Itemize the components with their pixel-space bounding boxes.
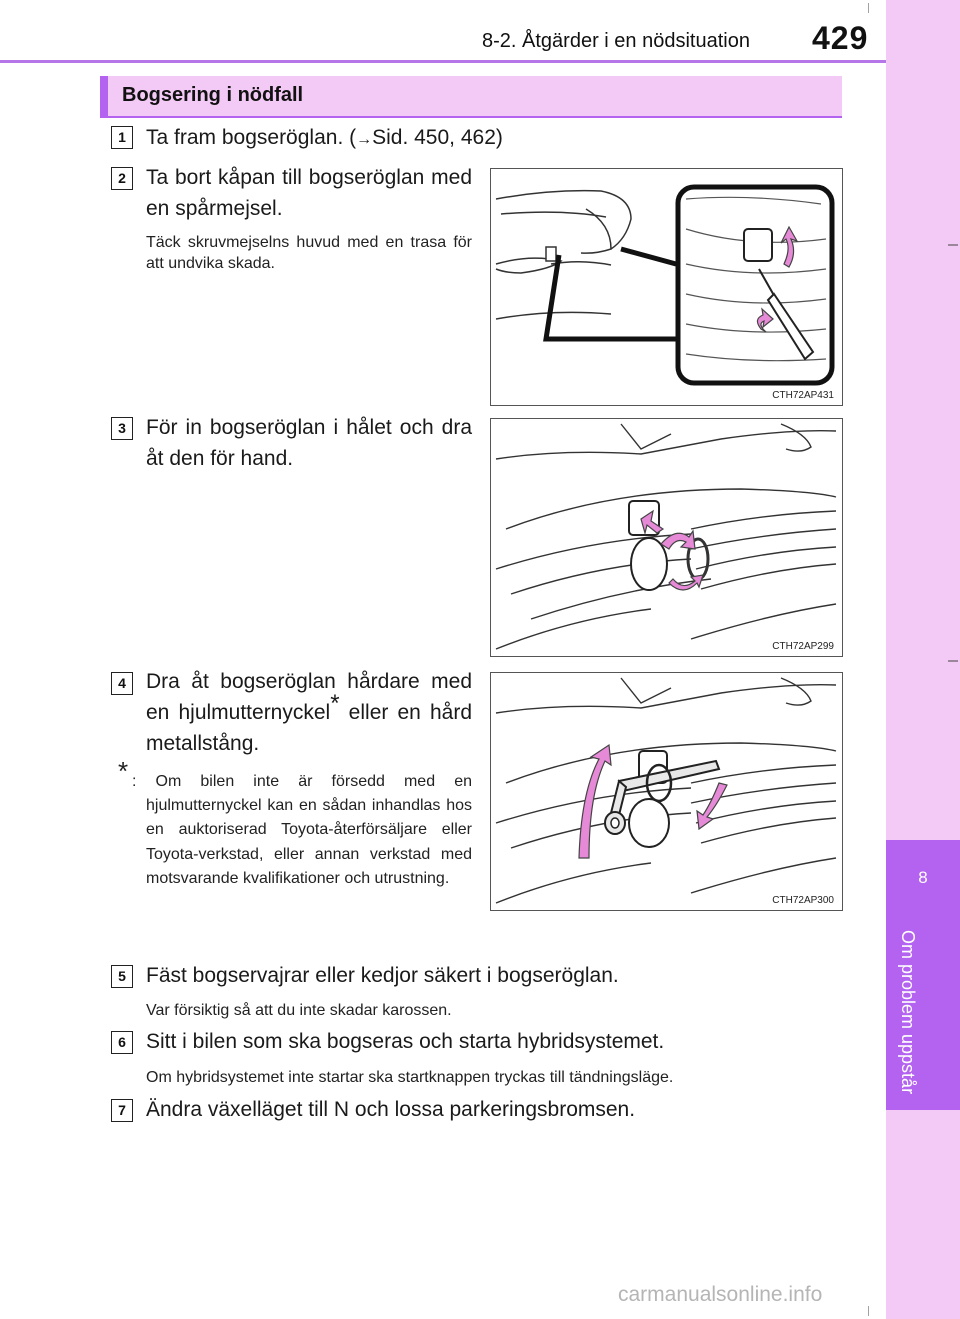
- step-number-1: 1: [111, 126, 133, 149]
- step-4-label-b: eller en hård metallstång.: [146, 701, 473, 755]
- step-4-text: [146, 666, 472, 759]
- step-2-note: Täck skruvmejselns huvud med en trasa för att undvika skada.: [146, 234, 472, 272]
- figure-code: CTH72AP300: [772, 895, 834, 906]
- header-divider: [0, 60, 886, 63]
- remove-cover-illustration: [491, 169, 843, 406]
- step-number-4: 4: [111, 672, 133, 695]
- section-title: Bogsering i nödfall: [122, 84, 304, 106]
- figure-remove-cover: [490, 168, 843, 406]
- section-underline: [100, 116, 842, 118]
- step-number-3: 3: [111, 417, 133, 440]
- header-section-title: 8-2. Åtgärder i en nödsituation: [482, 30, 750, 52]
- page-number: 429: [812, 20, 869, 56]
- step-6-note: Om hybridsystemet inte startar ska startknappen tryckas till tändningsläge.: [146, 1069, 674, 1086]
- step-number-2: 2: [111, 167, 133, 190]
- crop-mark: [868, 3, 878, 13]
- step-number-6: 6: [111, 1031, 133, 1054]
- step-1-label: Ta fram bogseröglan. (: [146, 126, 357, 149]
- step-6-text: Sitt i bilen som ska bogseras och starta hybridsystemet.: [146, 1030, 665, 1053]
- chapter-label: Om problem uppstår: [898, 930, 918, 1095]
- figure-code: CTH72AP299: [772, 641, 834, 652]
- step-number-5: 5: [111, 965, 133, 988]
- chapter-number: 8: [918, 868, 928, 887]
- watermark: carmanualsonline.info: [618, 1283, 823, 1306]
- step-number-7: 7: [111, 1099, 133, 1122]
- crop-mark: [948, 656, 958, 666]
- arrow-right-icon: →: [356, 131, 373, 148]
- step-2-text: Ta bort kåpan till bogseröglan med en spårmejsel.: [146, 166, 472, 220]
- tighten-eyelet-illustration: [491, 673, 843, 911]
- section-title-box: [100, 76, 842, 116]
- footnote-star: *: [118, 756, 129, 786]
- figure-insert-eyelet: [490, 418, 843, 657]
- step-1-text: [146, 122, 846, 155]
- step-5-text: Fäst bogservajrar eller kedjor säkert i bogseröglan.: [146, 964, 619, 987]
- figure-tighten-eyelet: [490, 672, 843, 911]
- step-4-label-a: Dra åt bogseröglan hårdare med en hjulmutternyckel: [146, 670, 472, 724]
- step-5-note: Var försiktig så att du inte skadar karossen.: [146, 1002, 452, 1019]
- step-4-footnote: : Om bilen inte är försedd med en hjulmutternyckel kan en sådan inhandlas hos en auktoriserad Toyota-återförsäljare eller Toyota-verkstad, eller annan verkstad med motsvarande kvalifikationer och utrustning.: [132, 773, 472, 887]
- figure-code: CTH72AP431: [772, 390, 834, 401]
- step-7-text: Ändra växelläget till N och lossa parkeringsbromsen.: [146, 1098, 636, 1121]
- insert-eyelet-illustration: [491, 419, 843, 657]
- step-3-text: För in bogseröglan i hålet och dra åt den för hand.: [146, 416, 472, 470]
- crop-mark: [948, 240, 958, 250]
- footnote-marker: *: [330, 690, 340, 717]
- crop-mark: [868, 1306, 878, 1316]
- page-reference-link[interactable]: Sid. 450, 462): [372, 126, 503, 149]
